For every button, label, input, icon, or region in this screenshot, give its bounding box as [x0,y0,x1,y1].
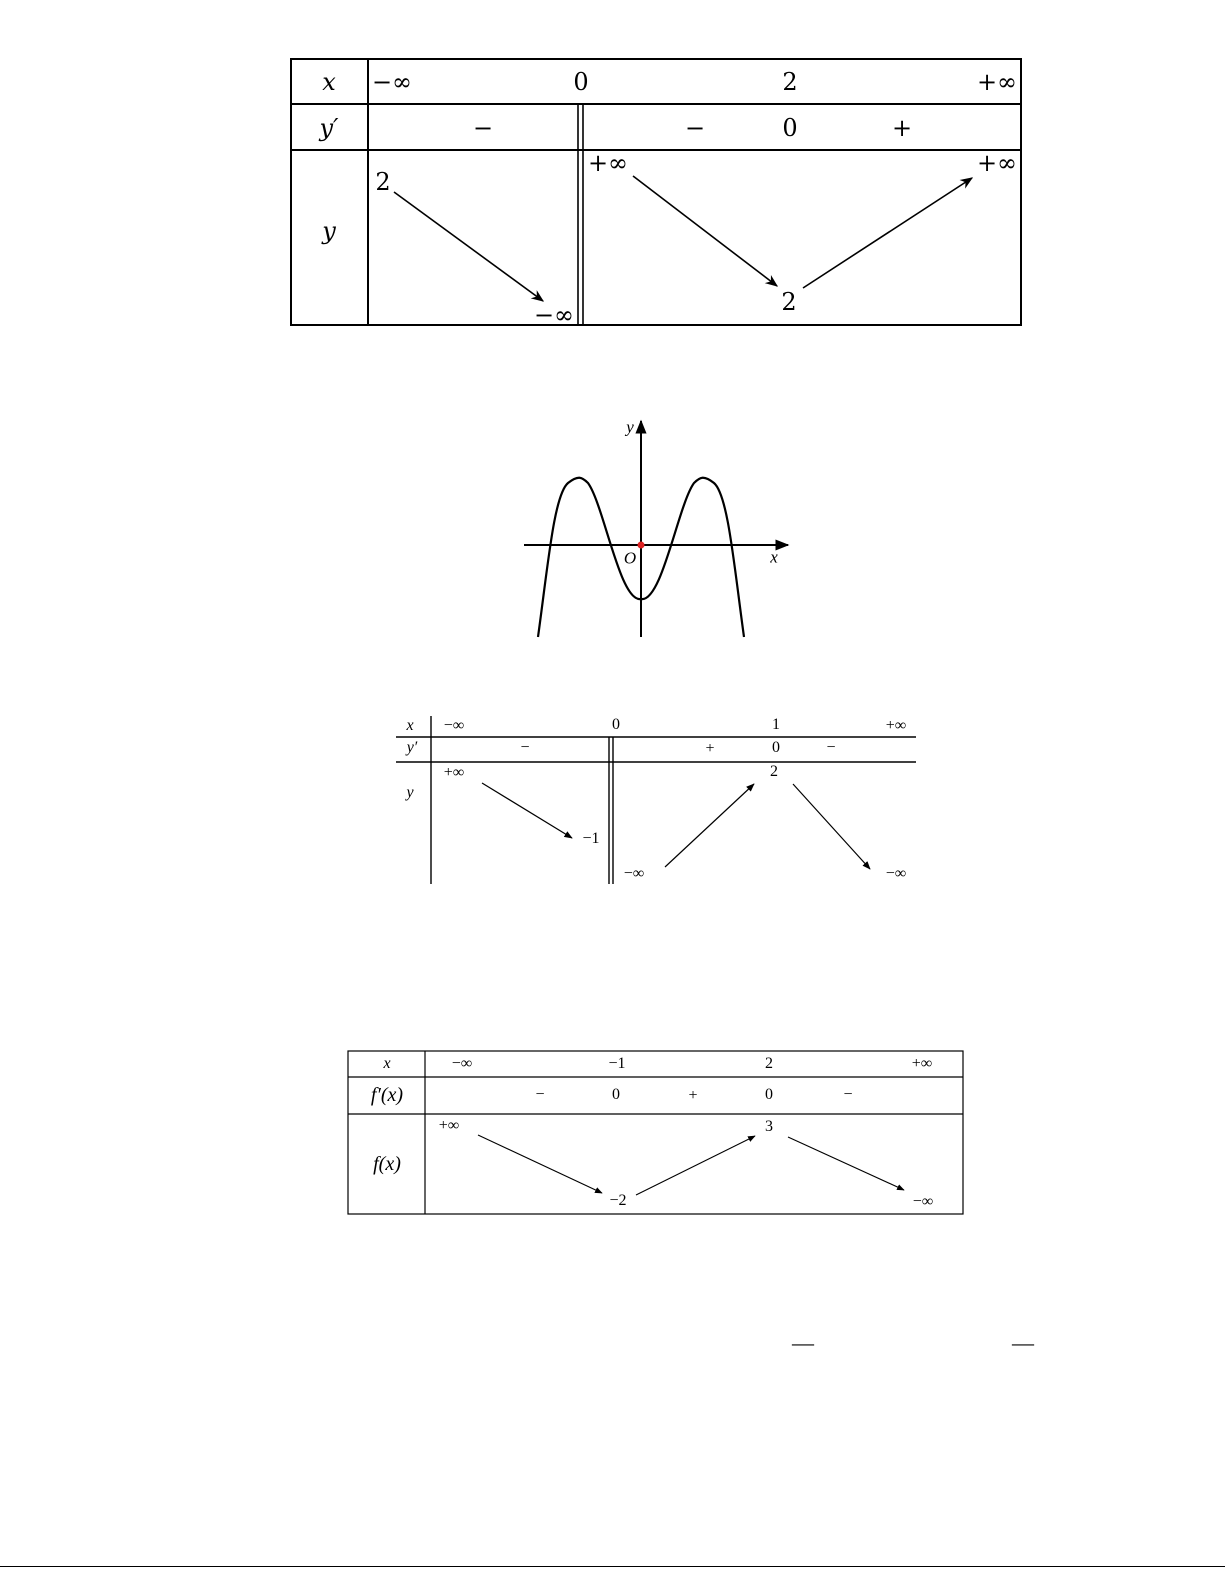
x-value: +∞ [911,1055,933,1072]
derivative-sign: − [472,114,494,142]
row-label-x: x [322,68,336,96]
y-value-left-limit: −1 [582,830,600,847]
function-graph-plot [520,415,795,645]
arrow-down-2 [793,784,870,869]
x-value: 2 [765,1055,773,1072]
y-value-start: +∞ [438,1117,460,1134]
overline-fragment-right: — [1012,1330,1034,1355]
row-label-derivative: y′ [406,739,418,756]
arrow-down-2 [788,1137,904,1190]
arrow-down-1 [478,1135,602,1193]
origin-label: O [623,548,637,568]
x-value: −∞ [451,1055,473,1072]
y-value-start: +∞ [443,764,465,781]
row-label-derivative: f′(x) [370,1084,404,1106]
x-value: 0 [573,68,589,96]
y-value-right-limit: +∞ [587,149,629,177]
variation-table-1-grid [290,58,1022,329]
y-value-end: +∞ [976,149,1018,177]
row-label-y: y [322,217,336,245]
variation-table-1 [290,58,1022,329]
y-axis-label: y [626,417,634,437]
row-label-y: y [406,784,414,801]
derivative-zero: 0 [782,114,798,142]
y-value-end: −∞ [885,865,907,882]
y-value-minimum: −2 [609,1192,627,1209]
x-axis-label: x [770,547,778,567]
row-label-function: f(x) [373,1153,401,1175]
arrow-up-1 [665,784,754,867]
derivative-sign: − [535,1086,545,1103]
derivative-zero: 0 [765,1086,773,1103]
derivative-sign: − [520,739,530,756]
derivative-sign: + [891,114,913,142]
derivative-zero: 0 [772,739,780,756]
function-graph [520,415,795,645]
derivative-sign: + [688,1087,698,1104]
y-value-minimum: 2 [781,288,797,316]
y-value-maximum: 2 [770,763,778,780]
x-value: +∞ [885,717,907,734]
origin-point [638,542,645,549]
x-value: +∞ [976,68,1018,96]
row-label-x: x [406,717,414,734]
derivative-zero: 0 [612,1086,620,1103]
arrow-down-1 [482,783,572,838]
y-value-left-limit: −∞ [533,301,575,329]
x-value: −∞ [371,68,413,96]
y-value-maximum: 3 [765,1118,773,1135]
derivative-sign: + [705,740,715,757]
x-value: 1 [772,716,780,733]
arrow-up-1 [636,1136,755,1195]
row-label-x: x [383,1055,391,1072]
y-value-end: −∞ [912,1193,934,1210]
derivative-sign: − [843,1086,853,1103]
x-value: 2 [782,68,798,96]
x-value: −∞ [443,717,465,734]
arrow-down-1 [394,192,543,301]
overline-fragment-left: — [792,1330,814,1355]
variation-table-2-grid [396,712,916,887]
y-value-start: 2 [375,168,391,196]
variation-table-2 [396,712,916,887]
y-value-right-limit: −∞ [623,865,645,882]
x-value: 0 [612,716,620,733]
row-label-derivative: y′ [319,114,339,142]
variation-table-3 [347,1050,964,1216]
arrow-up-1 [803,178,972,288]
arrow-down-2 [633,176,777,286]
derivative-sign: − [826,739,836,756]
derivative-sign: − [684,114,706,142]
x-value: −1 [608,1055,626,1072]
page-footer-rule [0,1566,1225,1567]
